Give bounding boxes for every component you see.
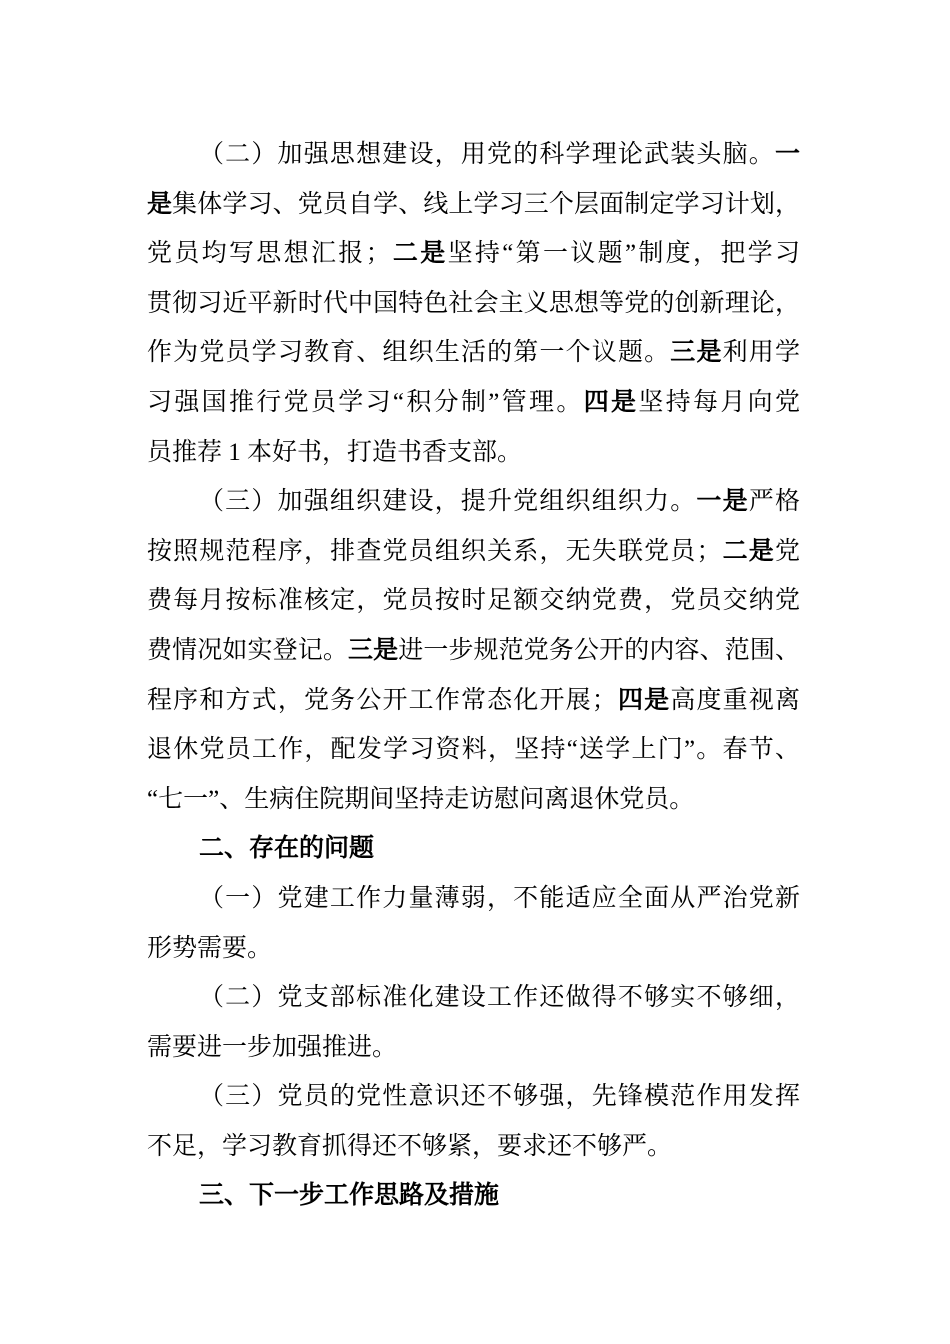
paragraph-line: （一）党建工作力量薄弱，不能适应全面从严治党新 — [199, 884, 800, 912]
problem-item-2 — [147, 973, 950, 1072]
line-text: 按照规范程序，排查党员组织关系，无失联党员； — [147, 537, 722, 565]
line-text: 进一步规范党务公开的内容、范围、 — [398, 636, 800, 664]
ordinal-marker: 是 — [147, 190, 173, 218]
paragraph-line — [147, 725, 800, 775]
paragraph-line — [147, 626, 800, 676]
paragraph-line: 形势需要。 — [147, 934, 273, 962]
paragraph-line — [147, 378, 800, 428]
section-heading-problems: 二、存在的问题 — [199, 834, 375, 863]
paragraph-organizational-building — [147, 477, 950, 824]
line-text: 作为党员学习教育、组织生活的第一个议题。 — [147, 339, 671, 367]
paragraph-line: 不足，学习教育抓得还不够紧，要求还不够严。 — [147, 1132, 673, 1160]
paragraph-line — [147, 279, 800, 329]
paragraph-line — [147, 328, 800, 378]
ordinal-marker: 一是 — [696, 488, 749, 516]
paragraph-line — [147, 775, 800, 825]
paragraph-line — [147, 676, 800, 726]
paragraph-line: （二）党支部标准化建设工作还做得不够实不够细， — [199, 984, 800, 1012]
line-text: 党员均写思想汇报； — [147, 240, 391, 268]
line-text: 费每月按标准核定，党员按时足额交纳党费，党员交纳党 — [147, 587, 800, 615]
ordinal-marker: 三是 — [670, 339, 723, 367]
line-text: （二）加强思想建设，用党的科学理论武装头脑。 — [199, 141, 775, 168]
ordinal-marker: 四是 — [616, 686, 671, 714]
paragraph-line — [147, 477, 800, 527]
paragraph-line: 需要进一步加强推进。 — [147, 1033, 398, 1061]
ordinal-marker: 二是 — [721, 537, 775, 565]
ordinal-marker: 一 — [774, 141, 800, 168]
paragraph-line — [147, 576, 800, 626]
paragraph-line — [147, 180, 800, 230]
line-text: 坚持“第一议题”制度，把学习 — [447, 240, 800, 268]
line-text: 利用学 — [722, 339, 800, 367]
line-text: 集体学习、党员自学、线上学习三个层面制定学习计划， — [172, 190, 800, 218]
line-text: 员推荐 1 本好书，打造书香支部。 — [147, 438, 523, 466]
section-heading-next-steps: 三、下一步工作思路及措施 — [199, 1181, 500, 1210]
line-text: 党 — [774, 537, 800, 565]
paragraph-line — [147, 527, 800, 577]
problem-item-3 — [147, 1072, 950, 1171]
line-text: 坚持每月向党 — [638, 388, 800, 416]
line-text: （三）加强组织建设，提升党组织组织力。 — [199, 488, 697, 516]
paragraph-ideological-building — [147, 130, 950, 477]
ordinal-marker: 二是 — [390, 240, 448, 268]
paragraph-line — [147, 130, 800, 180]
ordinal-marker: 三是 — [347, 636, 399, 664]
ordinal-marker: 四是 — [583, 388, 639, 416]
paragraph-line — [147, 428, 800, 478]
line-text: “七一”、生病住院期间坚持走访慰问离退休党员。 — [147, 785, 695, 813]
paragraph-line — [147, 229, 800, 279]
line-text: 程序和方式，党务公开工作常态化开展； — [147, 686, 617, 714]
line-text: 高度重视离 — [670, 686, 800, 714]
line-text: 费情况如实登记。 — [147, 636, 348, 664]
line-text: 严格 — [748, 488, 800, 516]
line-text: 贯彻习近平新时代中国特色社会主义思想等党的创新理论， — [147, 289, 800, 317]
line-text: 习强国推行党员学习“积分制”管理。 — [147, 388, 584, 416]
problem-item-1 — [147, 874, 950, 973]
line-text: 退休党员工作，配发学习资料，坚持“送学上门”。春节、 — [147, 736, 800, 764]
paragraph-line: （三）党员的党性意识还不够强，先锋模范作用发挥 — [199, 1083, 800, 1111]
